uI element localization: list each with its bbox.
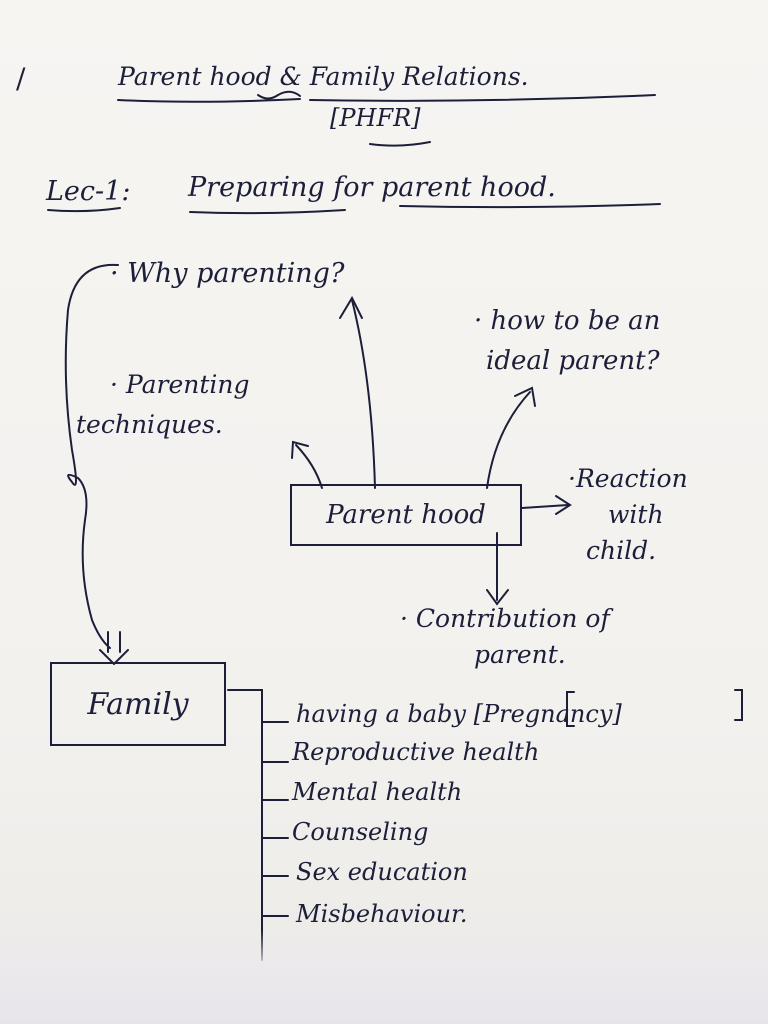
branch-techniques-line1: · Parenting bbox=[110, 370, 250, 399]
branch-contribution-line1: · Contribution of bbox=[400, 604, 610, 633]
family-item: Misbehaviour. bbox=[296, 900, 468, 928]
branch-reaction-line3: child. bbox=[586, 536, 657, 565]
branch-ideal-parent-line2: ideal parent? bbox=[486, 346, 660, 376]
branch-contribution-line2: parent. bbox=[474, 640, 566, 669]
family-item: having a baby [Pregnancy] bbox=[296, 700, 622, 728]
branch-reaction-line1: ·Reaction bbox=[568, 464, 688, 493]
family-item: Counseling bbox=[292, 818, 429, 846]
branch-techniques-line2: techniques. bbox=[76, 410, 223, 439]
tick-mark: / bbox=[16, 62, 26, 95]
family-item: Mental health bbox=[292, 778, 463, 806]
branch-ideal-parent-line1: · how to be an bbox=[474, 306, 661, 336]
page-bottom-shadow bbox=[0, 930, 768, 1024]
title-abbreviation: [PHFR] bbox=[330, 104, 421, 132]
parenthood-box bbox=[290, 484, 522, 546]
family-item: Reproductive health bbox=[292, 738, 540, 766]
family-label: Family bbox=[87, 686, 189, 722]
branch-why-parenting: · Why parenting? bbox=[110, 258, 345, 289]
lecture-label: Lec-1: bbox=[46, 176, 131, 207]
parenthood-label: Parent hood bbox=[326, 500, 486, 530]
page-title: Parent hood & Family Relations. bbox=[118, 62, 529, 91]
family-item: Sex education bbox=[296, 858, 468, 886]
lecture-topic: Preparing for parent hood. bbox=[188, 172, 556, 203]
branch-reaction-line2: with bbox=[608, 500, 664, 529]
family-box bbox=[50, 662, 226, 746]
